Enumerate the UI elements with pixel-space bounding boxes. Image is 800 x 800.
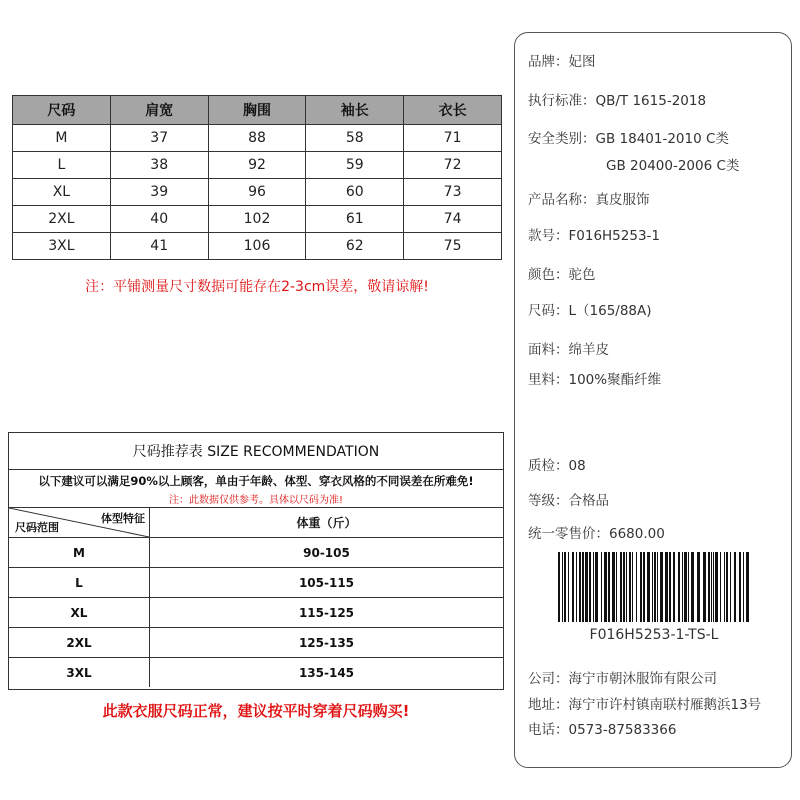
header-length: 衣长: [404, 96, 502, 125]
tag-product-name: 产品名称：真皮服饰: [528, 192, 650, 208]
size-chart-row: [13, 179, 502, 206]
recommendation-footer: 此款衣服尺码正常，建议按平时穿着尺码购买!: [102, 702, 410, 720]
size-chart-row: [13, 125, 502, 152]
tag-style-no: 款号：F016H5253-1: [528, 228, 661, 244]
barcode-bar: [711, 552, 712, 622]
tag-size: 尺码：L（165/88A): [528, 303, 652, 319]
size-chart-cell: 72: [404, 152, 502, 179]
barcode-bar: [730, 552, 731, 622]
size-chart-cell: XL: [13, 179, 111, 206]
tag-phone: 电话：0573-87583366: [528, 722, 677, 738]
barcode-bar: [620, 552, 622, 622]
size-chart-cell: 75: [404, 233, 502, 260]
barcode-bar: [673, 552, 675, 622]
size-chart-cell: 102: [208, 206, 306, 233]
tag-grade: 等级：合格品: [528, 493, 609, 509]
tag-inspector: 质检：08: [528, 458, 586, 474]
recommendation-size: M: [9, 538, 150, 568]
barcode-bar: [715, 552, 718, 622]
barcode-bar: [697, 552, 700, 622]
header-sleeve: 袖长: [306, 96, 404, 125]
recommendation-header-row: [9, 508, 503, 538]
recommendation-weight: 90-105: [150, 538, 504, 568]
size-chart-cell: 37: [110, 125, 208, 152]
barcode: [556, 552, 752, 622]
barcode-bar: [708, 552, 710, 622]
size-chart-cell: 73: [404, 179, 502, 206]
size-chart-cell: 2XL: [13, 206, 111, 233]
barcode-bar: [626, 552, 627, 622]
barcode-bar: [724, 552, 725, 622]
size-chart-cell: 71: [404, 125, 502, 152]
barcode-bar: [703, 552, 706, 622]
size-chart-row: [13, 206, 502, 233]
size-chart-table: [12, 95, 502, 260]
recommendation-row: [9, 658, 503, 688]
size-chart-row: [13, 233, 502, 260]
barcode-bar: [593, 552, 594, 622]
tag-safety-1: 安全类别：GB 18401-2010 C类: [528, 131, 729, 147]
recommendation-size: XL: [9, 598, 150, 628]
barcode-bar: [643, 552, 645, 622]
barcode-bar: [562, 552, 563, 622]
barcode-number: F016H5253-1-TS-L: [589, 627, 719, 643]
barcode-bar: [654, 552, 656, 622]
tag-color: 颜色：驼色: [528, 267, 596, 283]
recommendation-size: 2XL: [9, 628, 150, 658]
barcode-bar: [743, 552, 744, 622]
barcode-bar: [657, 552, 658, 622]
size-chart-cell: 88: [208, 125, 306, 152]
barcode-bar: [579, 552, 581, 622]
tag-price: 统一零售价：6680.00: [528, 526, 665, 542]
barcode-bar: [713, 552, 714, 622]
barcode-bar: [568, 552, 569, 622]
size-chart-note: 注：平铺测量尺寸数据可能存在2-3cm误差，敬请谅解!: [85, 279, 429, 295]
barcode-bar: [636, 552, 637, 622]
recommendation-weight: 125-135: [150, 628, 504, 658]
barcode-bar: [585, 552, 588, 622]
size-chart-header-row: [13, 96, 502, 125]
size-chart-cell: L: [13, 152, 111, 179]
recommendation-title: 尺码推荐表 SIZE RECOMMENDATION: [9, 433, 503, 470]
header-size: 尺码: [13, 96, 111, 125]
size-chart-cell: 106: [208, 233, 306, 260]
barcode-bar: [629, 552, 631, 622]
barcode-bar: [595, 552, 598, 622]
barcode-bar: [612, 552, 615, 622]
tag-address: 地址：海宁市许村镇南联村雁鹅浜13号: [528, 697, 762, 713]
size-chart-cell: 41: [110, 233, 208, 260]
header-shoulder: 肩宽: [110, 96, 208, 125]
barcode-bar: [582, 552, 584, 622]
diagonal-header-cell: [9, 508, 150, 538]
barcode-bar: [660, 552, 663, 622]
barcode-bar: [682, 552, 683, 622]
size-chart-cell: 38: [110, 152, 208, 179]
barcode-bar: [652, 552, 653, 622]
size-chart-cell: 61: [306, 206, 404, 233]
size-chart-cell: M: [13, 125, 111, 152]
recommendation-description: 以下建议可以满足90%以上顾客，单由于年龄、体型、穿衣风格的不同误差在所难免!: [38, 474, 474, 488]
barcode-bar: [669, 552, 671, 622]
size-chart-cell: 92: [208, 152, 306, 179]
size-chart-cell: 58: [306, 125, 404, 152]
size-chart-row: [13, 152, 502, 179]
recommendation-row: [9, 628, 503, 658]
barcode-bar: [647, 552, 650, 622]
weight-header: 体重（斤）: [296, 516, 357, 530]
tag-fabric: 面料：绵羊皮: [528, 342, 609, 358]
size-recommendation-box: [8, 432, 504, 690]
recommendation-weight: 105-115: [150, 568, 504, 598]
recommendation-row: [9, 538, 503, 568]
header-chest: 胸围: [208, 96, 306, 125]
barcode-bar: [608, 552, 610, 622]
barcode-bar: [632, 552, 633, 622]
barcode-bar: [739, 552, 741, 622]
barcode-bar: [640, 552, 642, 622]
body-feature-label: 体型特征: [101, 512, 145, 525]
size-chart-cell: 3XL: [13, 233, 111, 260]
recommendation-weight: 115-125: [150, 598, 504, 628]
barcode-bar: [564, 552, 566, 622]
size-chart-cell: 59: [306, 152, 404, 179]
recommendation-size: L: [9, 568, 150, 598]
size-range-label: 尺码范围: [15, 521, 59, 534]
barcode-bar: [691, 552, 694, 622]
barcode-bar: [589, 552, 591, 622]
size-chart-cell: 40: [110, 206, 208, 233]
barcode-bar: [678, 552, 680, 622]
recommendation-note: 注：此数据仅供参考。具体以尺码为准!: [9, 491, 503, 508]
barcode-bar: [623, 552, 625, 622]
barcode-bar: [726, 552, 728, 622]
barcode-bar: [558, 552, 560, 622]
recommendation-row: [9, 598, 503, 628]
size-chart-cell: 62: [306, 233, 404, 260]
tag-company: 公司：海宁市朝沐服饰有限公司: [528, 671, 717, 687]
tag-standard: 执行标准：QB/T 1615-2018: [528, 93, 707, 109]
recommendation-row: [9, 568, 503, 598]
size-chart-cell: 39: [110, 179, 208, 206]
recommendation-size: 3XL: [9, 658, 150, 688]
barcode-bar: [734, 552, 736, 622]
recommendation-table: [9, 508, 503, 687]
barcode-bar: [746, 552, 749, 622]
size-chart-cell: 74: [404, 206, 502, 233]
size-chart-cell: 96: [208, 179, 306, 206]
barcode-bar: [601, 552, 602, 622]
tag-brand: 品牌：妃图: [528, 54, 596, 70]
barcode-bar: [616, 552, 617, 622]
barcode-bar: [665, 552, 668, 622]
barcode-bar: [684, 552, 687, 622]
barcode-bar: [572, 552, 574, 622]
barcode-bar: [720, 552, 721, 622]
tag-safety-2: GB 20400-2006 C类: [606, 158, 740, 174]
size-chart-cell: 60: [306, 179, 404, 206]
tag-lining: 里料：100%聚酯纤维: [528, 372, 662, 388]
barcode-bar: [604, 552, 607, 622]
barcode-bar: [576, 552, 577, 622]
recommendation-weight: 135-145: [150, 658, 504, 688]
barcode-bar: [688, 552, 689, 622]
